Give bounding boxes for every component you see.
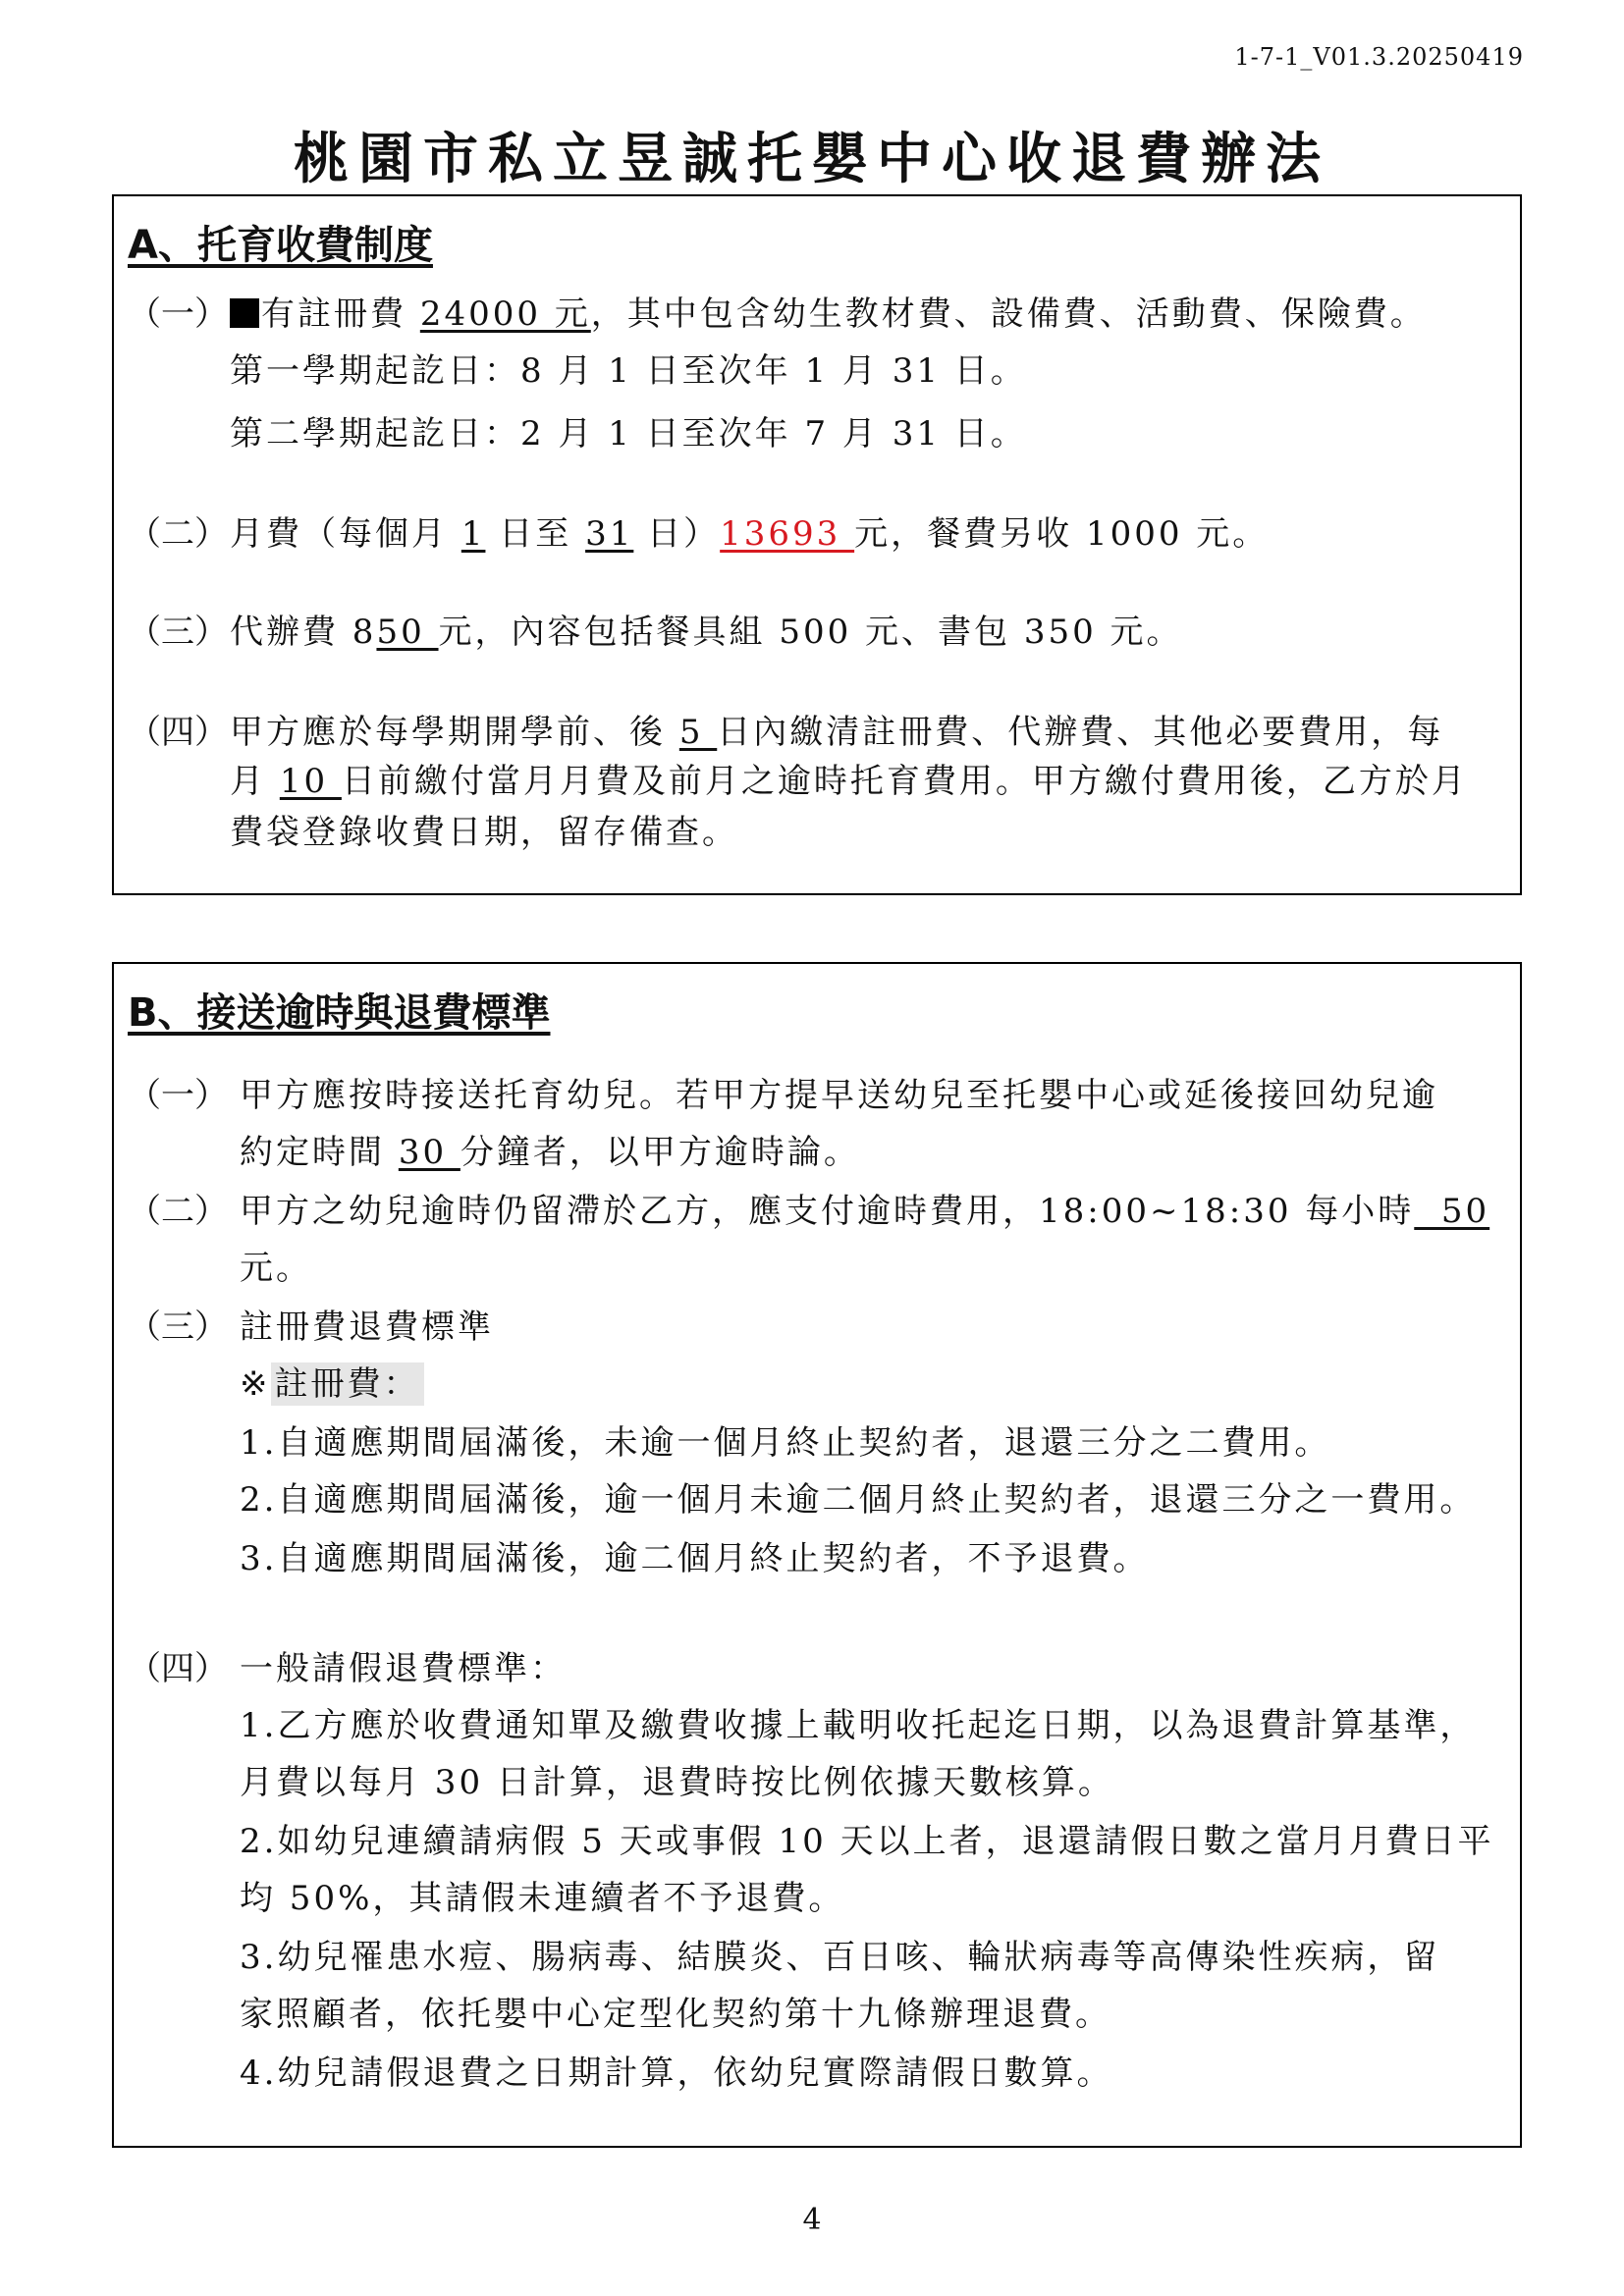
item-b4-line5: 3.幼兒罹患水痘、腸病毒、結膜炎、百日咳、輪狀病毒等高傳染性疾病，留 [240, 1938, 1440, 1977]
item-a3-line: 代辦費 850 元，內容包括餐具組 500 元、書包 350 元。 [230, 613, 1183, 652]
item-b3-point2: 2.自適應期間屆滿後，逾一個月未逾二個月終止契約者，退還三分之一費用。 [240, 1480, 1477, 1520]
page-number: 4 [802, 2203, 822, 2237]
item-b1-line1: 甲方應按時接送托育幼兒。若甲方提早送幼兒至托嬰中心或延後接回幼兒逾 [240, 1076, 1438, 1115]
item-b4-line3: 2.如幼兒連續請病假 5 天或事假 10 天以上者，退還請假日數之當月月費日平 [240, 1822, 1494, 1861]
item-b2-line1: 甲方之幼兒逾時仍留滯於乙方，應支付逾時費用，18:00~18:30 每小時 50 [240, 1192, 1490, 1231]
item-b3-subtitle: ※ 註冊費： [240, 1357, 424, 1405]
page-title: 桃園市私立昱誠托嬰中心收退費辦法 [294, 127, 1330, 191]
item-b4-line6: 家照顧者，依托嬰中心定型化契約第十九條辦理退費。 [240, 1995, 1111, 2034]
item-b2-label: （二） [128, 1192, 228, 1231]
item-b4-label: （四） [128, 1649, 228, 1688]
document-code: 1-7-1_V01.3.20250419 [1234, 43, 1524, 71]
item-b2-line2: 元。 [240, 1249, 312, 1288]
item-b3-point3: 3.自適應期間屆滿後，逾二個月終止契約者，不予退費。 [240, 1539, 1150, 1578]
item-b3-point1: 1.自適應期間屆滿後，未逾一個月終止契約者，退還三分之二費用。 [240, 1423, 1331, 1463]
section-a-heading: A、托育收費制度 [128, 223, 433, 268]
item-a4-line3: 費袋登錄收費日期，留存備查。 [230, 813, 738, 852]
item-b3-title: 註冊費退費標準 [240, 1308, 494, 1347]
monthly-fee-amount: 13693 [720, 514, 855, 554]
item-b4-title: 一般請假退費標準： [240, 1649, 567, 1688]
item-b4-line1: 1.乙方應於收費通知單及繳費收據上載明收托起迄日期，以為退費計算基準， [240, 1706, 1477, 1745]
reference-mark-icon: ※ [240, 1364, 271, 1404]
section-b-heading: B、接送逾時與退費標準 [128, 990, 551, 1036]
item-a1-line3: 第二學期起訖日：2 月 1 日至次年 7 月 31 日。 [230, 414, 1027, 454]
item-a1-label: （一） [128, 294, 228, 334]
item-a4-line1: 甲方應於每學期開學前、後 5 日內繳清註冊費、代辦費、其他必要費用，每 [230, 713, 1444, 752]
section-b-box [112, 962, 1522, 2148]
item-a1-line2: 第一學期起訖日：8 月 1 日至次年 1 月 31 日。 [230, 351, 1027, 391]
black-square-icon [230, 298, 259, 328]
item-a4-line2: 月 10 日前繳付當月月費及前月之逾時托育費用。甲方繳付費用後，乙方於月 [230, 762, 1468, 801]
item-b1-label: （一） [128, 1076, 228, 1115]
item-a2-line: 月費（每個月 1 日至 31 日）13693 元，餐費另收 1000 元。 [230, 514, 1270, 554]
item-a1-line1: 有註冊費 24000 元，其中包含幼生教材費、設備費、活動費、保險費。 [230, 287, 1427, 335]
item-b4-line2: 月費以每月 30 日計算，退費時按比例依據天數核算。 [240, 1763, 1114, 1802]
item-a3-label: （三） [128, 613, 228, 652]
item-a4-label: （四） [128, 713, 228, 752]
item-b1-line2: 約定時間 30 分鐘者，以甲方逾時論。 [240, 1133, 860, 1172]
section-a-box [112, 194, 1522, 895]
registration-fee-amount: 24000 元 [419, 294, 591, 334]
item-b3-label: （三） [128, 1308, 228, 1347]
item-b4-line4: 均 50%，其請假未連續者不予退費。 [240, 1879, 845, 1918]
item-b4-line7: 4.幼兒請假退費之日期計算，依幼兒實際請假日數算。 [240, 2054, 1113, 2093]
item-a2-label: （二） [128, 514, 228, 554]
